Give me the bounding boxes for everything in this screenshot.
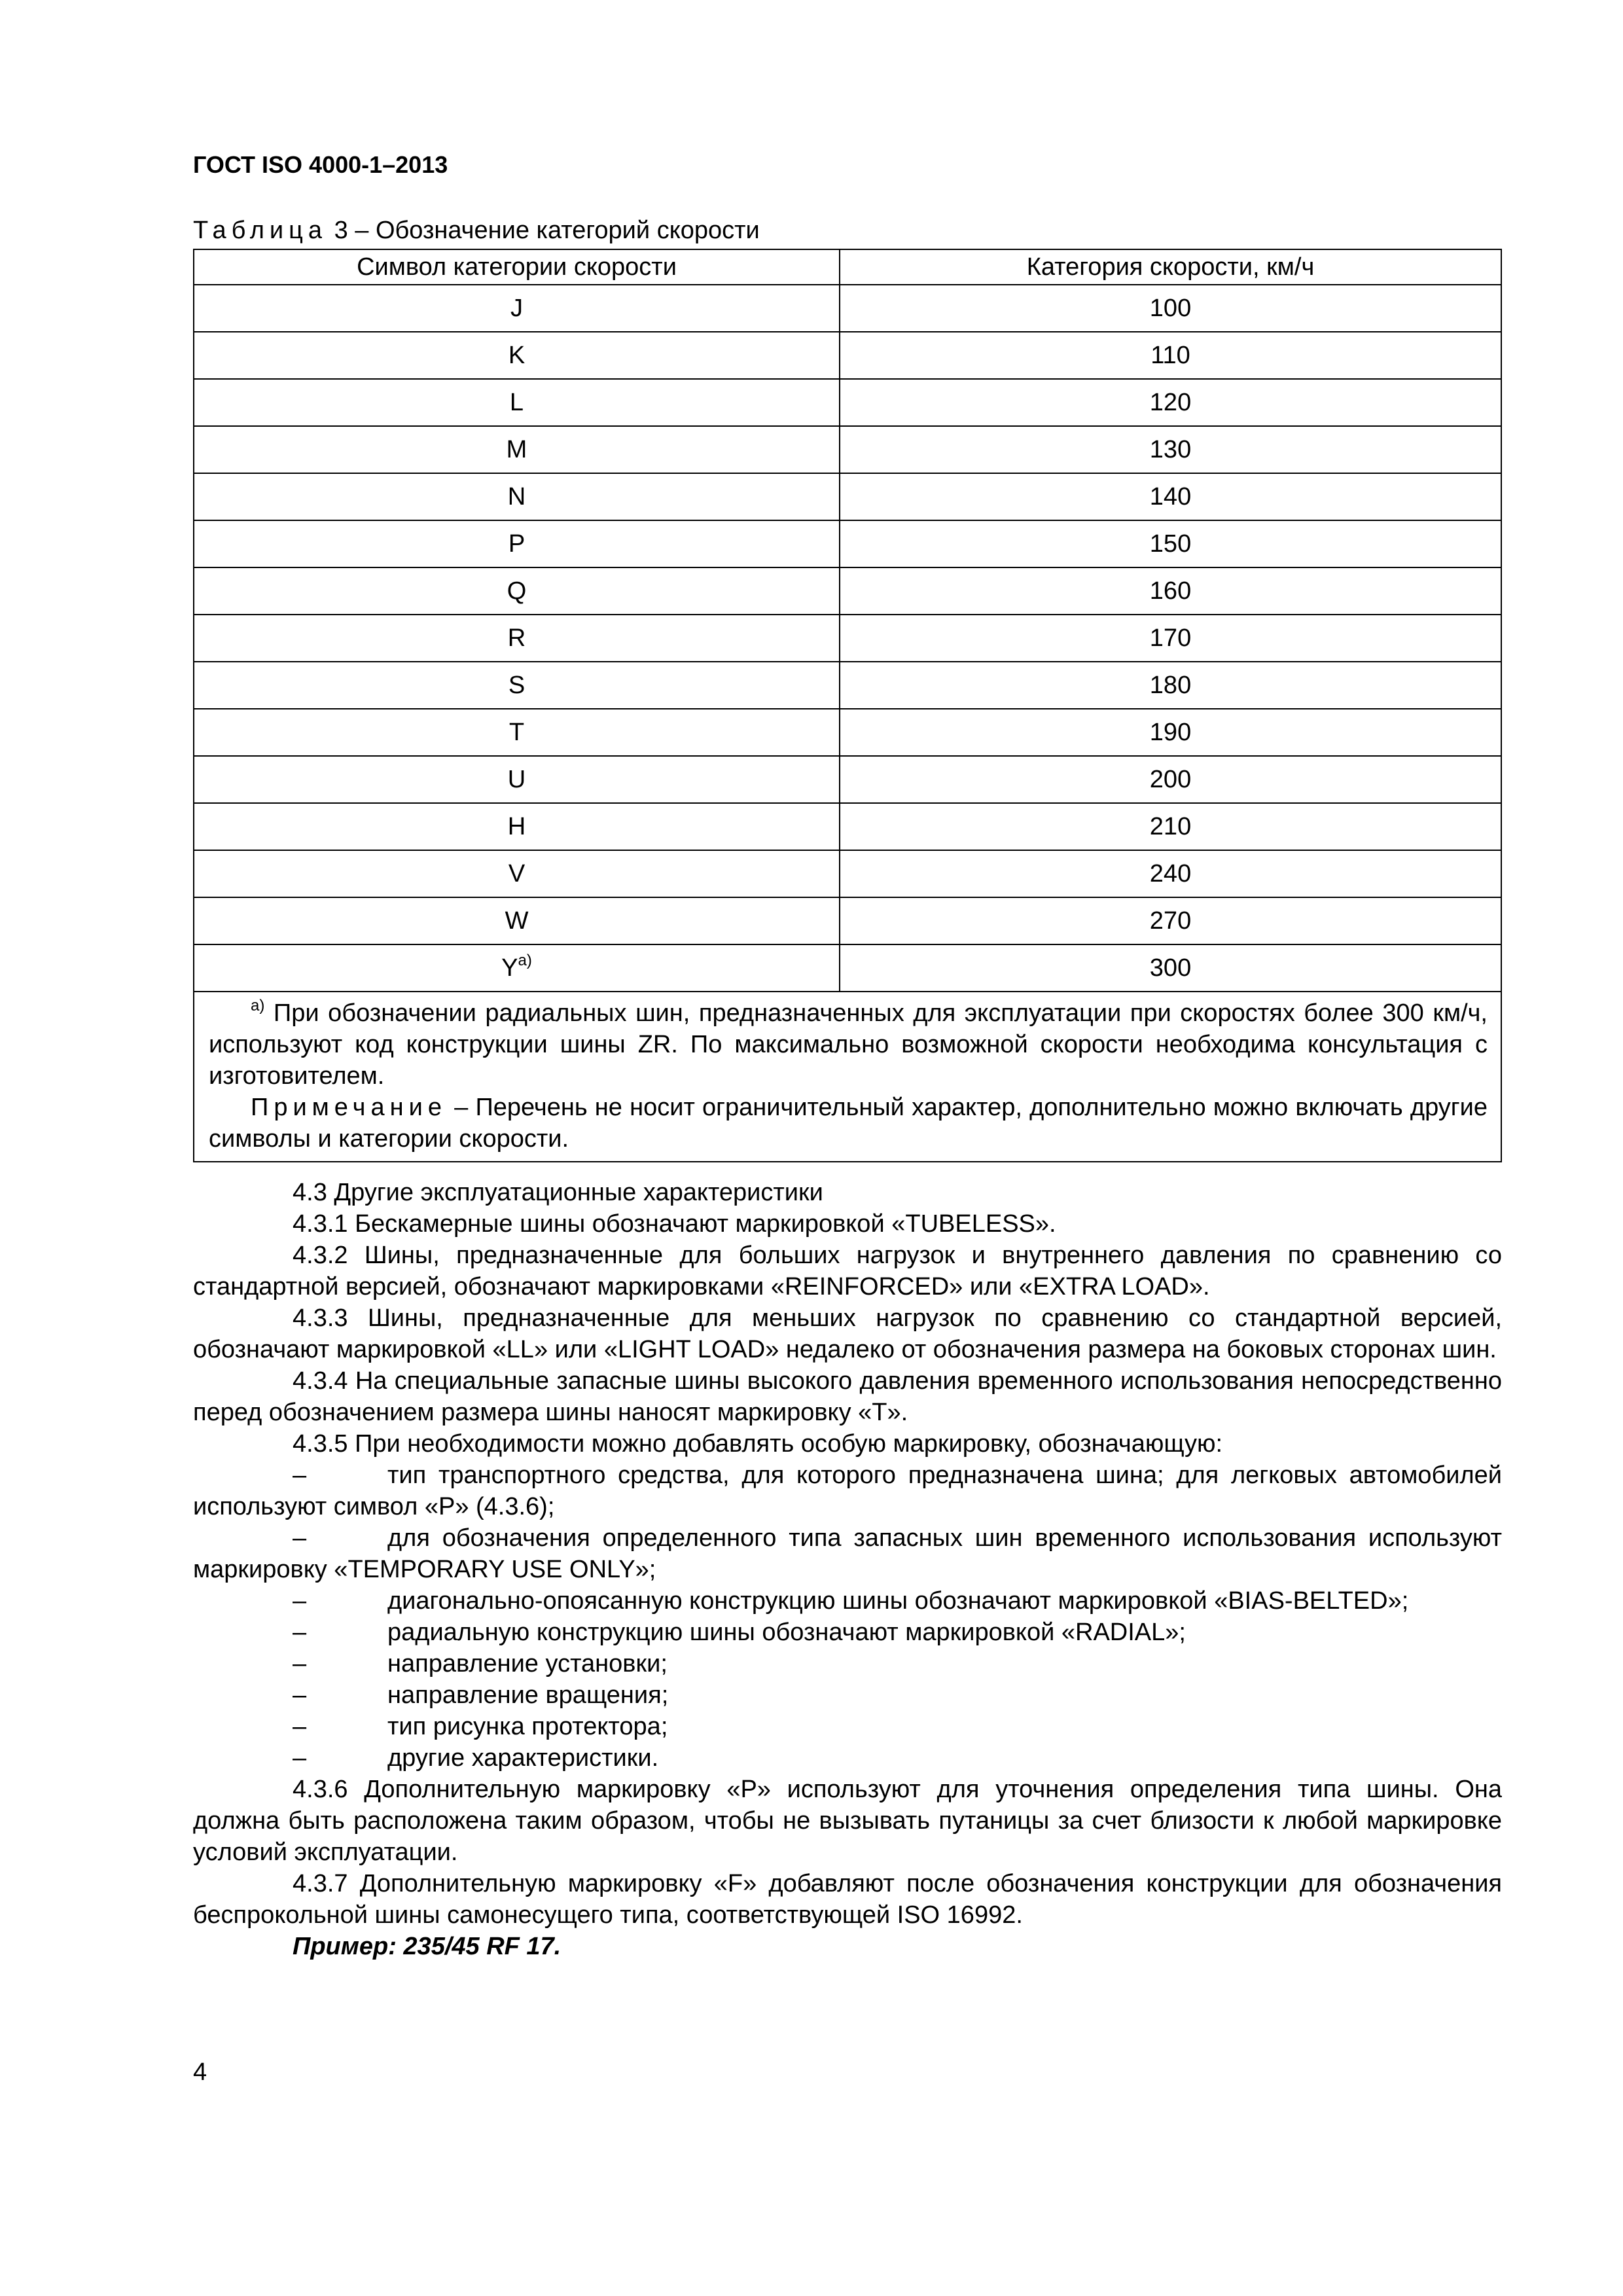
speed-symbol-cell bbox=[194, 944, 840, 992]
speed-symbol-cell bbox=[194, 473, 840, 520]
speed-symbol-cell bbox=[194, 709, 840, 756]
footnote-ref: а) bbox=[518, 952, 532, 969]
paragraph-4-3-7: 4.3.7 Дополнительную маркировку «F» добавляют после обозначения конструкции для обозначения беспрокольной шины самонесущего типа, соответствующей ISO 16992. bbox=[193, 1870, 1502, 1929]
note-label: Примечание bbox=[251, 1094, 447, 1121]
speed-symbol-cell bbox=[194, 332, 840, 379]
table-caption bbox=[193, 216, 760, 245]
speed-symbol-cell bbox=[194, 520, 840, 567]
list-item-text: тип транспортного средства, для которого предназначена шина; для легковых автомобилей используют символ «P» (4.3.6); bbox=[193, 1462, 1502, 1520]
table-row bbox=[194, 567, 1501, 615]
table-row bbox=[194, 897, 1501, 944]
footnote-mark: а) bbox=[251, 997, 265, 1014]
col-header-speed: Категория скорости, км/ч bbox=[840, 249, 1501, 285]
dash-marker: – bbox=[293, 1619, 307, 1646]
document-header: ГОСТ ISO 4000-1–2013 bbox=[193, 151, 448, 178]
list-item bbox=[193, 1460, 1502, 1522]
paragraph-4-3-1: 4.3.1 Бескамерные шины обозначают маркировкой «TUBELESS». bbox=[293, 1210, 1056, 1238]
section-heading-4-3: 4.3 Другие эксплуатационные характеристики bbox=[293, 1179, 823, 1206]
table-footnote bbox=[194, 992, 1501, 1162]
speed-symbol: L bbox=[509, 389, 524, 416]
table-row bbox=[194, 520, 1501, 567]
footnote-paragraph bbox=[209, 997, 1488, 1092]
table-row bbox=[194, 850, 1501, 897]
table-row bbox=[194, 426, 1501, 473]
table-row bbox=[194, 662, 1501, 709]
list-item bbox=[193, 1679, 1502, 1711]
speed-symbol-cell bbox=[194, 897, 840, 944]
speed-symbol-cell bbox=[194, 426, 840, 473]
list-item bbox=[193, 1711, 1502, 1742]
speed-symbol: P bbox=[508, 530, 526, 558]
table-caption-text: 3 – Обозначение категорий скорости bbox=[334, 217, 760, 244]
list-item-text: другие характеристики. bbox=[387, 1744, 659, 1772]
paragraph-4-3-3: 4.3.3 Шины, предназначенные для меньших нагрузок по сравнению со стандартной версией, обозначают маркировкой «LL» или «LIGHT LOAD» недалеко от обозначения размера на боковых сторонах шин. bbox=[193, 1304, 1502, 1363]
marking-list bbox=[193, 1460, 1502, 1774]
list-item bbox=[193, 1617, 1502, 1648]
speed-symbol-cell bbox=[194, 662, 840, 709]
speed-category-table bbox=[193, 249, 1502, 1162]
list-item bbox=[193, 1585, 1502, 1617]
speed-symbol: Q bbox=[507, 577, 527, 605]
speed-value-cell: 300 bbox=[840, 944, 1501, 992]
dash-marker: – bbox=[293, 1713, 307, 1740]
table-row bbox=[194, 756, 1501, 803]
speed-value-cell: 210 bbox=[840, 803, 1501, 850]
speed-symbol: J bbox=[510, 295, 523, 322]
page-number: 4 bbox=[193, 2058, 207, 2086]
dash-marker: – bbox=[293, 1524, 307, 1552]
table-row bbox=[194, 944, 1501, 992]
speed-symbol: K bbox=[508, 342, 526, 369]
document-page bbox=[193, 151, 1502, 1960]
list-item-text: направление вращения; bbox=[387, 1681, 669, 1709]
table-row bbox=[194, 803, 1501, 850]
dash-marker: – bbox=[293, 1462, 307, 1489]
speed-value-cell: 170 bbox=[840, 615, 1501, 662]
table-row bbox=[194, 379, 1501, 426]
speed-symbol-cell bbox=[194, 285, 840, 332]
dash-marker: – bbox=[293, 1744, 307, 1772]
note-text: – Перечень не носит ограничительный характер, дополнительно можно включать другие символы и категории скорости. bbox=[209, 1094, 1488, 1153]
speed-value-cell: 190 bbox=[840, 709, 1501, 756]
speed-symbol: M bbox=[506, 436, 527, 463]
speed-value-cell: 180 bbox=[840, 662, 1501, 709]
dash-marker: – bbox=[293, 1681, 307, 1709]
speed-value-cell: 140 bbox=[840, 473, 1501, 520]
list-item bbox=[193, 1742, 1502, 1774]
col-header-symbol: Символ категории скорости bbox=[194, 249, 840, 285]
speed-symbol: W bbox=[505, 907, 529, 935]
speed-symbol: Y bbox=[501, 954, 518, 982]
dash-marker: – bbox=[293, 1650, 307, 1677]
speed-value-cell: 100 bbox=[840, 285, 1501, 332]
list-item bbox=[193, 1648, 1502, 1679]
speed-symbol-cell bbox=[194, 379, 840, 426]
table-caption-word: Таблица bbox=[193, 217, 327, 244]
dash-marker: – bbox=[293, 1587, 307, 1615]
speed-value-cell: 240 bbox=[840, 850, 1501, 897]
speed-value-cell: 270 bbox=[840, 897, 1501, 944]
list-item-text: радиальную конструкцию шины обозначают маркировкой «RADIAL»; bbox=[387, 1619, 1186, 1646]
speed-value-cell: 160 bbox=[840, 567, 1501, 615]
speed-symbol-cell bbox=[194, 803, 840, 850]
speed-symbol: N bbox=[507, 483, 526, 511]
speed-symbol-cell bbox=[194, 567, 840, 615]
paragraph-4-3-6: 4.3.6 Дополнительную маркировку «P» используют для уточнения определения типа шины. Она должна быть расположена таким образом, чтобы не вызывать путаницы за счет близости к любой маркировке условий эксплуатации. bbox=[193, 1776, 1502, 1866]
speed-symbol: S bbox=[508, 672, 526, 699]
example-line: Пример: 235/45 RF 17. bbox=[293, 1933, 562, 1960]
speed-symbol: H bbox=[507, 813, 526, 840]
paragraph-4-3-5: 4.3.5 При необходимости можно добавлять особую маркировку, обозначающую: bbox=[293, 1430, 1223, 1458]
speed-symbol-cell bbox=[194, 850, 840, 897]
table-body bbox=[194, 285, 1501, 992]
body-text bbox=[193, 1177, 1502, 1962]
speed-value-cell: 150 bbox=[840, 520, 1501, 567]
speed-symbol: R bbox=[507, 624, 526, 652]
speed-value-cell: 130 bbox=[840, 426, 1501, 473]
speed-symbol: T bbox=[508, 719, 525, 746]
speed-symbol-cell bbox=[194, 756, 840, 803]
list-item-text: направление установки; bbox=[387, 1650, 668, 1677]
paragraph-4-3-2: 4.3.2 Шины, предназначенные для больших нагрузок и внутреннего давления по сравнению со стандартной версией, обозначают маркировками «REINFORCED» или «EXTRA LOAD». bbox=[193, 1242, 1502, 1300]
table-row bbox=[194, 332, 1501, 379]
list-item-text: тип рисунка протектора; bbox=[387, 1713, 668, 1740]
table-row bbox=[194, 473, 1501, 520]
speed-value-cell: 120 bbox=[840, 379, 1501, 426]
footnote-text: При обозначении радиальных шин, предназначенных для эксплуатации при скоростях более 300 км/ч, используют код конструкции шины ZR. По максимально возможной скорости необходима консультация с изготовителем. bbox=[209, 999, 1488, 1090]
speed-value-cell: 110 bbox=[840, 332, 1501, 379]
speed-symbol: V bbox=[508, 860, 526, 888]
paragraph-4-3-4: 4.3.4 На специальные запасные шины высокого давления временного использования непосредственно перед обозначением размера шины наносят маркировку «T». bbox=[193, 1367, 1502, 1426]
list-item bbox=[193, 1522, 1502, 1585]
table-row bbox=[194, 285, 1501, 332]
list-item-text: диагонально-опоясанную конструкцию шины обозначают маркировкой «BIAS-BELTED»; bbox=[387, 1587, 1409, 1615]
speed-value-cell: 200 bbox=[840, 756, 1501, 803]
table-row bbox=[194, 615, 1501, 662]
speed-symbol: U bbox=[507, 766, 526, 793]
table-row bbox=[194, 709, 1501, 756]
note-paragraph bbox=[209, 1092, 1488, 1155]
list-item-text: для обозначения определенного типа запасных шин временного использования используют маркировку «TEMPORARY USE ONLY»; bbox=[193, 1524, 1502, 1583]
speed-symbol-cell bbox=[194, 615, 840, 662]
